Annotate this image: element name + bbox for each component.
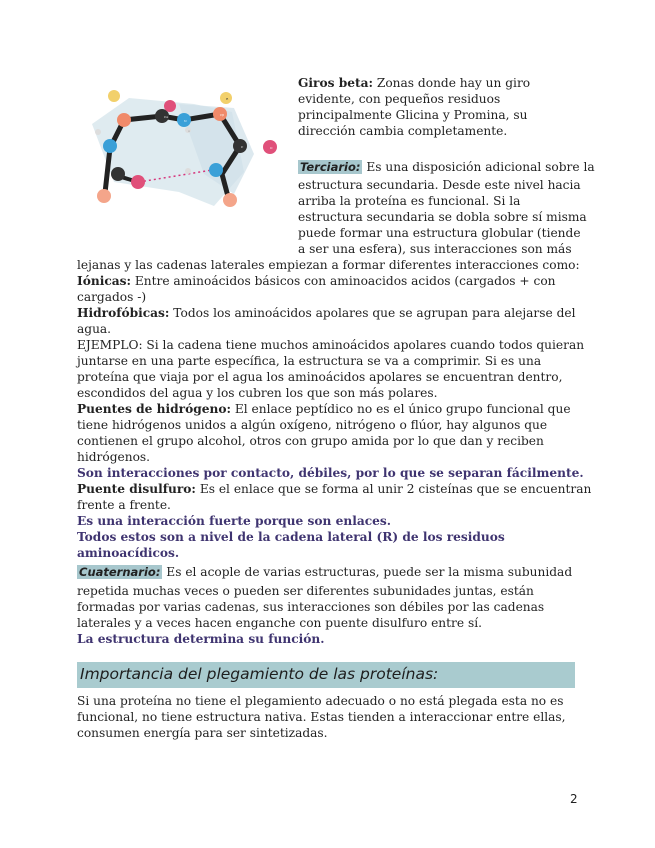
terciario-tag: Terciario: [300,160,361,174]
puentes-line-4: hidrógenos. [77,450,151,464]
ejemplo-line-2: juntarse en una parte específica, la estructura se va a comprimir. Si es una [77,354,542,368]
figure-label-ca: Cα [164,115,169,119]
disulfuro-line [77,482,591,498]
terciario-line-3: arriba la proteína es funcional. Si la [298,194,521,208]
ejemplo-line-1: EJEMPLO: Si la cadena tiene muchos aminoácidos apolares cuando todos quieran [77,338,585,352]
terciario-line-5: puede formar una estructura globular (tiende [298,226,581,240]
nivel-note-1: Todos estos son a nivel de la cadena lateral (R) de los residuos [77,530,505,544]
hidro-line-2: agua. [77,322,112,336]
puentes-text: El enlace peptídico no es el único grupo funcional que [234,402,571,416]
terciario-line-4: estructura secundaria se dobla sobre sí misma [298,210,587,224]
importancia-line-2: funcional, no tiene estructura nativa. Estas tienden a interaccionar entre ellas, [77,710,566,724]
figure-label-h: H [188,131,190,133]
terciario-line-6: a ser una esfera), sus interacciones son más [298,242,572,256]
giros-line-3: principalmente Glicina y Promina, su [298,108,528,122]
cuaternario-line-2: repetida muchas veces o pueden ser diferentes subunidades juntas, están [77,584,534,598]
disulfuro-label: Puente disulfuro: [77,482,196,496]
puentes-line-3: contienen el grupo alcohol, otros con grupo amida por lo que dan y reciben [77,434,544,448]
giros-title: Giros beta: [298,76,373,90]
cuaternario-first-line: Es el acople de varias estructuras, puede ser la misma subunidad [166,565,573,579]
giros-text: Zonas donde hay un giro [376,76,531,90]
body-line-1: lejanas y las cadenas laterales empiezan a formar diferentes interacciones como: [77,258,580,272]
giros-line-1 [298,76,530,92]
giros-line-4: dirección cambia completamente. [298,124,508,138]
figure-label-c: C [241,145,244,149]
ionicas-line [77,274,556,290]
terciario-line-1 [298,160,595,176]
importancia-line-1: Si una proteína no tiene el plegamiento adecuado o no está plegada esta no es [77,694,564,708]
contacto-note: Son interacciones por contacto, débiles, por lo que se separan fácilmente. [77,466,584,480]
figure-label-n: N [184,119,187,123]
disulfuro-text: Es el enlace que se forma al unir 2 cisteínas que se encuentran [199,482,592,496]
hidro-line [77,306,576,322]
ejemplo-line-4: escondidos del agua y los cubren los que son más polares. [77,386,438,400]
puentes-line-2: tiene hidrógenos unidos a algún oxígeno, nitrógeno o flúor, hay algunos que [77,418,548,432]
figure-label-o: O [270,146,273,150]
importancia-heading [77,662,575,688]
ionicas-label: Iónicas: [77,274,131,288]
fuerte-note: Es una interacción fuerte porque son enlaces. [77,514,392,528]
beta-turn-figure [84,84,290,214]
ejemplo-line-3: proteína que viaja por el agua los aminoácidos apolares se encuentran dentro, [77,370,563,384]
puentes-line [77,402,571,418]
cuaternario-line-4: laterales y a veces hacen enganche con puente disulfuro entre sí. [77,616,482,630]
ionicas-line-2: cargados -) [77,290,147,304]
terciario-first-line: Es una disposición adicional sobre la [366,160,595,174]
figure-label-cb: Cβ [220,113,225,117]
nivel-note-2: aminoacídicos. [77,546,180,560]
ionicas-text: Entre aminoácidos básicos con aminoacidos acidos (cargados + con [134,274,556,288]
estructura-funcion-note: La estructura determina su función. [77,632,325,646]
puentes-label: Puentes de hidrógeno: [77,402,231,416]
hidro-label: Hidrofóbicas: [77,306,170,320]
disulfuro-line-2: frente a frente. [77,498,171,512]
figure-label-r: R [226,97,229,101]
importancia-line-3: consumen energía para ser sintetizadas. [77,726,328,740]
cuaternario-line-3: formadas por varias cadenas, sus interacciones son débiles por las cadenas [77,600,545,614]
importancia-heading-text: Importancia del plegamiento de las proteínas: [80,665,439,683]
cuaternario-line-1 [77,565,572,581]
hidro-text: Todos los aminoácidos apolares que se agrupan para alejarse del [173,306,576,320]
page-number: 2 [570,792,578,806]
giros-line-2: evidente, con pequeños residuos [298,92,501,106]
cuaternario-tag: Cuaternario: [79,565,161,579]
terciario-line-2: estructura secundaria. Desde este nivel hacia [298,178,581,192]
